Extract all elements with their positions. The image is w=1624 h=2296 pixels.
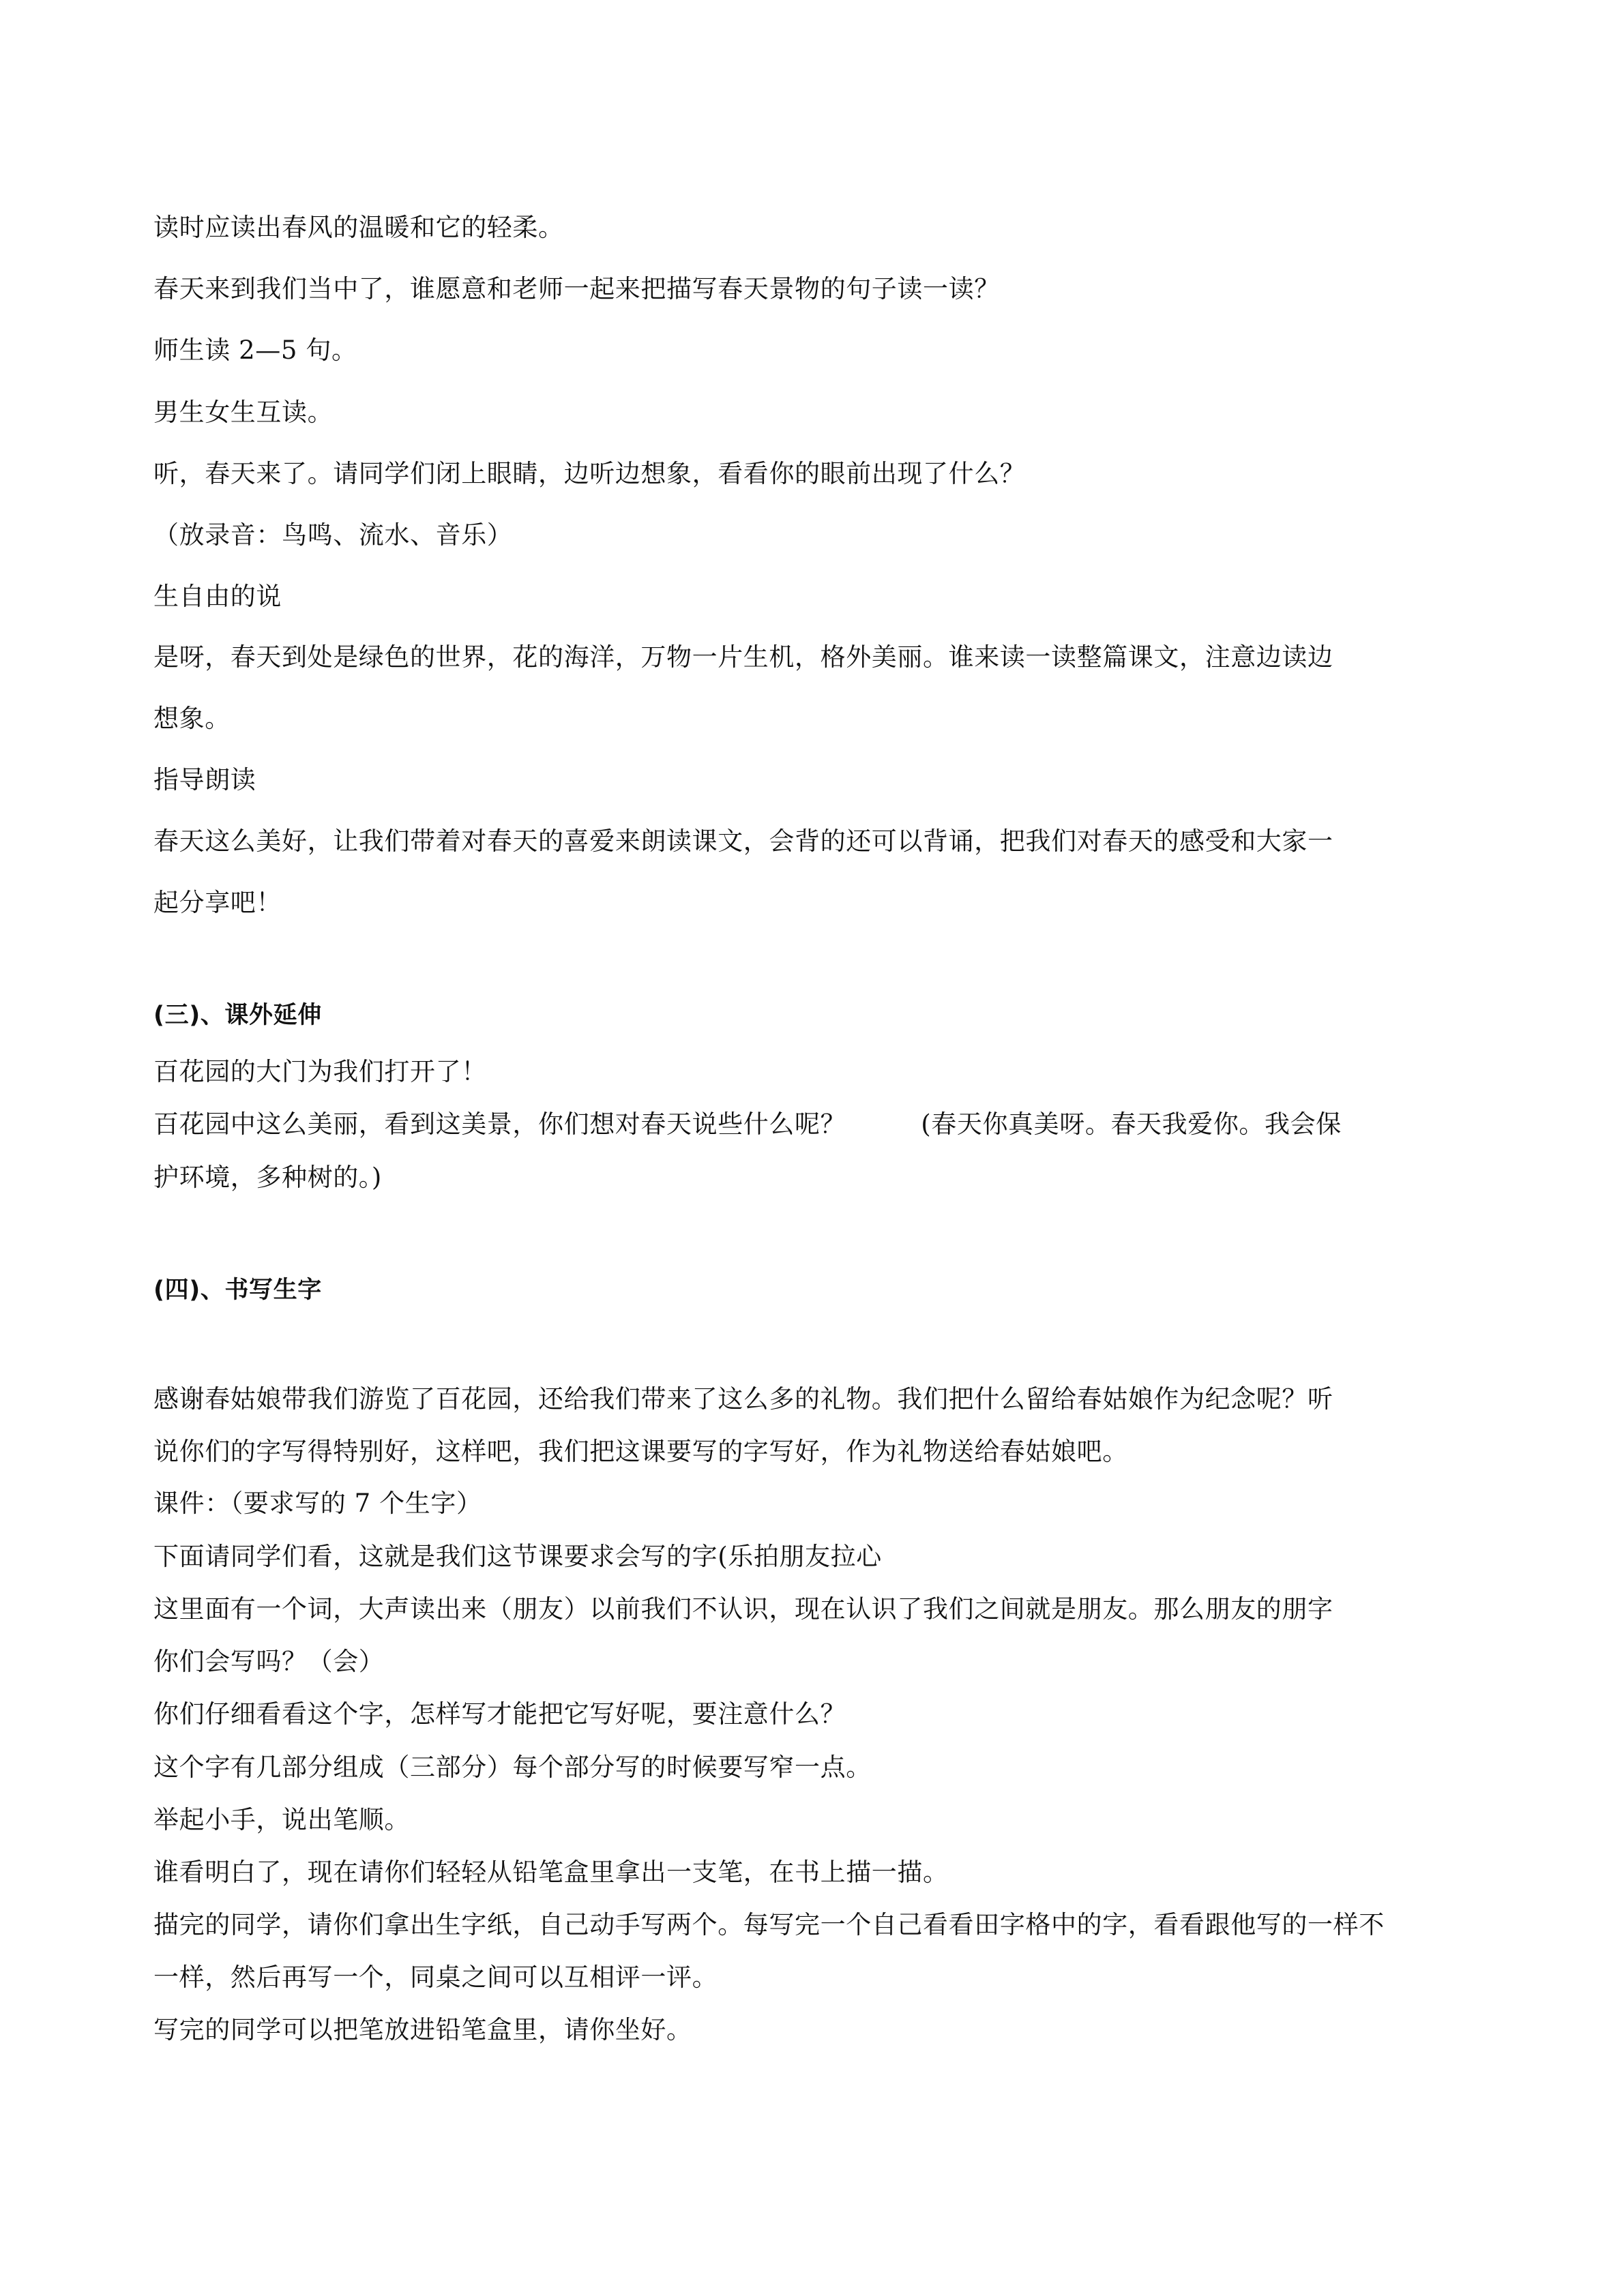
paragraph: 写完的同学可以把笔放进铅笔盒里，请你坐好。	[153, 2015, 692, 2044]
paragraph: 男生女生互读。	[153, 398, 334, 427]
paragraph: 这个字有几部分组成（三部分）每个部分写的时候要写窄一点。	[153, 1753, 872, 1782]
paragraph-line: 护环境，多种树的。)	[153, 1163, 382, 1192]
paragraph-line: 感谢春姑娘带我们游览了百花园，还给我们带来了这么多的礼物。我们把什么留给春姑娘作为纪念呢？听	[153, 1384, 1333, 1414]
paragraph: 师生读 2—5 句。	[153, 336, 357, 365]
paragraph: 指导朗读	[153, 765, 256, 794]
paragraph: 百花园的大门为我们打开了！	[153, 1057, 487, 1086]
question-text: 百花园中这么美丽，看到这美景，你们想对春天说些什么呢？	[153, 1109, 846, 1139]
paragraph: 读时应读出春风的温暖和它的轻柔。	[153, 213, 564, 242]
paragraph: （放录音：鸟鸣、流水、音乐）	[153, 520, 513, 550]
paragraph-line: 你们会写吗？（会）	[153, 1647, 385, 1676]
paragraph-line: 春天这么美好，让我们带着对春天的喜爱来朗读课文，会背的还可以背诵，把我们对春天的感受和大家一	[153, 826, 1333, 856]
paragraph: 举起小手，说出笔顺。	[153, 1805, 410, 1834]
section-heading: (四)、书写生字	[153, 1277, 322, 1304]
paragraph-line: 说你们的字写得特别好，这样吧，我们把这课要写的字写好，作为礼物送给春姑娘吧。	[153, 1437, 1128, 1466]
paragraph: 生自由的说	[153, 582, 282, 611]
section-heading: (三)、课外延伸	[153, 1002, 322, 1029]
paragraph-line: 这里面有一个词，大声读出来（朋友）以前我们不认识，现在认识了我们之间就是朋友。那么朋友的朋字	[153, 1594, 1333, 1624]
paragraph-line: 起分享吧！	[153, 888, 282, 917]
paragraph: 下面请同学们看，这就是我们这节课要求会写的字(乐拍朋友拉心	[153, 1542, 882, 1571]
paragraph: 课件：（要求写的 7 个生字）	[153, 1489, 482, 1518]
paragraph: 你们仔细看看这个字，怎样写才能把它写好呢，要注意什么？	[153, 1699, 846, 1729]
paragraph: 春天来到我们当中了，谁愿意和老师一起来把描写春天景物的句子读一读？	[153, 274, 1000, 303]
answer-text: (春天你真美呀。春天我爱你。我会保	[921, 1109, 1342, 1139]
paragraph-line: 一样，然后再写一个，同桌之间可以互相评一评。	[153, 1963, 718, 1992]
paragraph-line: 想象。	[153, 704, 231, 733]
paragraph: 谁看明白了，现在请你们轻轻从铅笔盒里拿出一支笔，在书上描一描。	[153, 1858, 949, 1887]
paragraph-line: 描完的同学，请你们拿出生字纸，自己动手写两个。每写完一个自己看看田字格中的字，看看跟他写的一样不	[153, 1910, 1385, 1939]
paragraph-line	[153, 1109, 1480, 1139]
paragraph-line: 是呀，春天到处是绿色的世界，花的海洋，万物一片生机，格外美丽。谁来读一读整篇课文，注意边读边	[153, 642, 1333, 672]
paragraph: 听，春天来了。请同学们闭上眼睛，边听边想象，看看你的眼前出现了什么？	[153, 459, 1026, 488]
